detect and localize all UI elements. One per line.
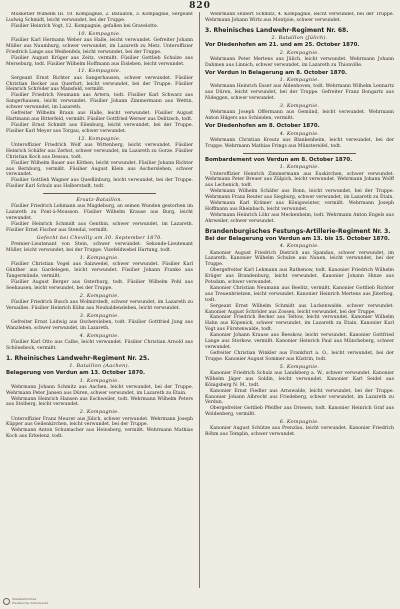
engagement-heading: Bombardement von Verdun am 8. October 1870. <box>205 156 353 163</box>
stamp-line: Staatsbibliothek <box>12 597 37 602</box>
company-heading: 3. Kompagnie. <box>279 103 320 110</box>
company-heading: Ersatz-Bataillon. <box>76 197 123 204</box>
casualty-paragraph: Füsilier Heinrich Schmidt aus Genthin, schwer verwundet, im Lazareth. Füsilier Ernst Fischer aus Stendal, vermißt. <box>6 222 193 233</box>
casualty-paragraph: Füsilier Karl Hermann Weber aus Halle, leicht verwundet. Gefreiter Johann Müller aus Naumburg, schwer verwundet, im Lazareth zu Metz. Unteroffizier Friedrich Lange aus Weißenfels, leicht verwundet, bei der Truppe. <box>6 37 193 55</box>
casualty-paragraph: Füsilier Gottlieb Wagner aus Quedlinburg, leicht verwundet, bei der Truppe. Füsilier Karl Schulz aus Halberstadt, todt. <box>6 178 193 190</box>
casualty-paragraph: Füsilier Christian Vogel aus Salzwedel, schwer verwundet. Füsilier Karl Günther aus Gardelegen, leicht verwundet. Füsilier Johann Franke aus Tangermünde, vermißt. <box>6 262 193 279</box>
casualty-paragraph: Obergefreiter Karl Lehmann aus Rathenow, todt. Kanonier Friedrich Wilhelm Krüger aus Brandenburg, leicht verwundet. Kanonier Johann Hinze aus Potsdam, schwer verwundet. <box>205 268 394 286</box>
casualty-paragraph: Kanonier Christian Neumann aus Beelitz, vermißt. Kanonier Gottlieb Richter aus Treuenbrietzen, leicht verwundet. Kanonier Heinrich Mertens aus Jüterbog, todt. <box>205 285 394 303</box>
casualty-paragraph: Füsilier Friedrich Neumann aus Artern, todt. Füsilier Karl Schwarz aus Sangerhausen, leicht verwundet. Füsilier Johann Zimmermann aus Wettin, schwer verwundet, im Lazareth. <box>6 93 193 111</box>
left-column <box>6 12 193 590</box>
casualty-paragraph: Unteroffizier Friedrich Wolf aus Wittenberg, leicht verwundet. Füsilier Heinrich Schäfer aus Zerbst, schwer verwundet, im Lazareth zu Gorze. Füsilier Christian Koch aus Dessau, todt. <box>6 142 193 160</box>
company-heading: 2. Bataillon (Jülich). <box>271 34 328 41</box>
company-heading: 11. Kompagnie. <box>78 68 121 75</box>
section-divider <box>243 153 356 154</box>
company-heading: 4. Kompagnie. <box>279 130 320 137</box>
company-heading: 2. Kompagnie. <box>79 409 120 416</box>
casualty-paragraph: Unteroffizier Franz Meurer aus Jülich, schwer verwundet. Wehrmann Joseph Küpper aus Geilenkirchen, leicht verwundet, bei der Truppe. <box>6 416 193 428</box>
company-heading: 6. Kompagnie. <box>279 419 320 426</box>
casualty-paragraph: Wehrmann Anton Schumacher aus Heinsberg, vermißt. Wehrmann Mathias Koch aus Erkelenz, todt. <box>6 428 193 440</box>
casualty-paragraph: Wehrmann Heinrich Hansen aus Eschweiler, todt. Wehrmann Wilhelm Peters aus Stolberg, leicht verwundet. <box>6 396 193 408</box>
casualty-paragraph: Füsilier Wilhelm Bauer aus Köthen, leicht verwundet. Füsilier Johann Richter aus Bernburg, vermißt. Füsilier August Klein aus Aschersleben, schwer verwundet. <box>6 160 193 178</box>
engagement-heading: Bei der Belagerung von Verdun am 13. bis 15. October 1870. <box>205 235 390 242</box>
company-heading: 1. Bataillon (Aachen). <box>69 362 130 369</box>
company-heading: 1. Kompagnie. <box>79 254 120 261</box>
column-divider <box>199 12 200 588</box>
regiment-heading: 1. Rheinisches Landwehr-Regiment Nr. 25. <box>6 354 150 362</box>
company-heading: Gefecht bei Chevilly am 30. September 1870. <box>36 234 163 241</box>
engagement-heading: Belagerung von Verdun am 13. October 1870. <box>6 369 146 376</box>
casualty-paragraph: Wehrmann Christian Kreutz aus Blankenheim, leicht verwundet, bei der Truppe. Wehrmann Mathias Frings aus Münstereifel, todt. <box>205 137 394 149</box>
company-heading: 3. Kompagnie. <box>79 312 120 319</box>
casualty-paragraph: Premier-Lieutenant von Stein, schwer verwundet. Sekonde-Lieutenant Müller, leicht verwundet, bei der Truppe. Vizefeldwebel Hartung, todt. <box>6 242 193 254</box>
stamp-text <box>12 598 48 605</box>
company-heading: 2. Kompagnie. <box>79 292 120 299</box>
company-heading: 4. Kompagnie. <box>279 243 320 250</box>
regiment-heading: 3. Rheinisches Landwehr-Regiment Nr. 68. <box>205 26 349 34</box>
casualty-paragraph: Wehrmann Wilhelm Schäfer aus Bonn, leicht verwundet, bei der Truppe. Wehrmann Franz Reuter aus Siegburg, schwer verwundet, im Lazareth zu Étain. <box>205 189 394 201</box>
company-heading: 1. Kompagnie. <box>79 377 120 384</box>
casualty-paragraph: Füsilier Heinrich Vogt, 12. Kompagnie, gefallen bei Gravelotte. <box>11 23 159 29</box>
engagement-heading: Vor Diedenhofen am 21. und am 25. October 1870. <box>205 42 360 49</box>
company-heading: 1. Kompagnie. <box>279 164 320 171</box>
stamp-line: Preußischer Kulturbesitz <box>12 600 49 605</box>
casualty-paragraph: Wehrmann Joseph Offermann aus Gemünd, leicht verwundet. Wehrmann Anton Hilgers aus Schleiden, vermißt. <box>205 110 394 122</box>
right-column <box>205 12 394 590</box>
section-divider <box>43 193 155 194</box>
casualty-paragraph: Kanonier Ernst Fiedler aus Arnswalde, leicht verwundet, bei der Truppe. Kanonier Johann Albrecht aus Friedeberg, schwer verwundet, im Lazareth zu Verdun. <box>205 388 394 406</box>
casualty-paragraph: Wehrmann Heinrich Esser aus Aldenhoven, todt. Wehrmann Wilhelm Lennartz aus Düren, leicht verwundet, bei der Truppe. Gefreiter Franz Bongartz aus Nideggen, schwer verwundet. <box>205 84 394 102</box>
casualty-paragraph: Sergeant Ernst Wilhelm Schmidt aus Luckenwalde, schwer verwundet. Kanonier August Schröder aus Zossen, leicht verwundet, bei der Truppe. <box>205 303 394 315</box>
casualty-paragraph: Füsilier Friedrich Lehmann aus Magdeburg, an seinen Wunden gestorben im Lazareth zu Pont-à-Mousson. Füsilier Wilhelm Krause aus Burg, leicht verwundet. <box>6 204 193 222</box>
casualty-paragraph: Kanonier August Friedrich Dietrich aus Spandau, schwer verwundet, im Lazareth. Kanonier Wilhelm Schulze aus Nauen, leicht verwundet, bei der Truppe. <box>205 250 394 268</box>
casualty-paragraph: Kanonier August Schütze aus Prenzlau, leicht verwundet. Kanonier Friedrich Böhm aus Templin, schwer verwundet. <box>205 426 394 438</box>
engagement-heading: Vor Diedenhofen am 8. October 1870. <box>205 123 320 130</box>
company-heading: 1. Kompagnie. <box>279 77 320 84</box>
engagement-heading: Vor Verdun in Belagerung am 8. October 1870. <box>205 69 348 76</box>
casualty-paragraph: Sergeant Ernst Richter aus Sangerhausen, schwer verwundet. Füsilier Christian Becker aus Querfurt, leicht verwundet, bei der Truppe. Füsilier Heinrich Schröder aus Mansfeld, vermißt. <box>6 75 193 93</box>
casualty-paragraph: Gefreiter Ernst Ludwig aus Oschersleben, todt. Füsilier Gottfried Jung aus Wanzleben, schwer verwundet, im Lazareth. <box>6 319 193 331</box>
casualty-paragraph: Kanonier Friedrich Becker aus Teltow, leicht verwundet. Kanonier Wilhelm Hahn aus Köpenick, schwer verwundet, im Lazareth zu Étain. Kanonier Karl Vogt aus Fürstenwalde, todt. <box>205 315 394 333</box>
casualty-paragraph: Füsilier Karl Otto aus Calbe, leicht verwundet. Füsilier Christian Arnold aus Schönebeck, vermißt. <box>6 339 193 351</box>
casualty-paragraph: Wehrmann Johann Schmitz aus Aachen, leicht verwundet, bei der Truppe. Wehrmann Peter Jansen aus Düren, schwer verwundet, im Lazareth zu Étain. <box>6 384 193 396</box>
casualty-paragraph: Füsilier Ernst Schmitt aus Eilenburg, leicht verwundet, bei der Truppe. Füsilier Karl Meyer aus Torgau, schwer verwundet. <box>6 122 193 134</box>
casualty-paragraph: Wehrmann Peter Mertens aus Jülich, leicht verwundet. Wehrmann Johann Dahmen aus Linnich, schwer verwundet, im Lazareth zu Thionville. <box>205 56 394 68</box>
casualty-paragraph: Wehrmann Hubert Schmitz, 4. Kompagnie, leicht verwundet, bei der Truppe. Wehrmann Johann Wirtz aus Montjoie, schwer verwundet. <box>205 12 394 23</box>
casualty-paragraph: Füsilier August Berger aus Osterburg, todt. Füsilier Wilhelm Pohl aus Seehausen, leicht verwundet, bei der Truppe. <box>6 279 193 291</box>
library-stamp <box>3 597 61 606</box>
casualty-paragraph: Wehrmann Heinrich Löhr aus Meckenheim, todt. Wehrmann Anton Engels aus Ahrweiler, schwer verwundet. <box>205 212 394 224</box>
company-heading: 5. Kompagnie. <box>279 363 320 370</box>
company-heading: 4. Kompagnie. <box>79 332 120 339</box>
company-heading: 10. Kompagnie. <box>78 30 121 37</box>
casualty-paragraph: Unteroffizier Heinrich Zimmermann aus Euskirchen, schwer verwundet. Wehrmann Peter Breuer aus Zülpich, leicht verwundet. Wehrmann Johann Wolff aus Lechenich, todt. <box>205 171 394 189</box>
casualty-paragraph: Kanonier Friedrich Schulz aus Landsberg a. W., schwer verwundet. Kanonier Wilhelm Jäger aus Soldin, leicht verwundet. Kanonier Karl Seidel aus Königsberg N. M., todt. <box>205 370 394 388</box>
casualty-paragraph: Obergefreiter Gottlieb Pfeiffer aus Driesen, todt. Kanonier Heinrich Graf aus Woldenberg, vermißt. <box>205 406 394 418</box>
page-number: 820 <box>189 1 211 11</box>
company-heading: 12. Kompagnie. <box>78 135 121 142</box>
casualty-paragraph: Füsilier Friedrich Busch aus Wolmirstedt, schwer verwundet, im Lazareth zu Versailles. Füsilier Heinrich Kühn aus Neuhaldensleben, leicht verwundet. <box>6 299 193 311</box>
regiment-heading: Brandenburgisches Festungs-Artillerie-Regiment Nr. 3. <box>205 227 391 235</box>
casualty-paragraph: Füsilier August Krüger aus Zeitz, vermißt. Füsilier Gottlieb Schulze aus Merseburg, todt. Füsilier Wilhelm Hoffmann aus Eisleben, leicht verwundet. <box>6 55 193 67</box>
casualty-paragraph: Wehrmann Karl Krämer aus Königswinter, vermißt. Wehrmann Joseph Hoffmann aus Rheinbach, leicht verwundet. <box>205 201 394 212</box>
casualty-paragraph: Kanonier Johann Krause aus Beeskow, leicht verwundet. Kanonier Gottfried Lange aus Storkow, vermißt. Kanonier Heinrich Paul aus Müncheberg, schwer verwundet. <box>205 333 394 351</box>
seal-icon <box>3 598 10 605</box>
casualty-paragraph: Gefreiter Wilhelm Braun aus Halle, leicht verwundet. Füsilier August Hartmann aus Bitterfeld, vermißt. Füsilier Gottfried Werner aus Delitzsch, todt. <box>6 111 193 122</box>
company-heading: 2. Kompagnie. <box>279 49 320 56</box>
casualty-paragraph: Musketier Wilhelm III. 10. Kompagnie, 2. Bataillon, 3. Kompagnie, Sergeant Ludwig Schmidt, leicht verwundet, bei der Truppe. <box>6 12 193 23</box>
casualty-paragraph: Gefreiter Christian Winkler aus Frankfurt a. O., leicht verwundet, bei der Truppe. Kanonier August Sommer aus Küstrin, todt. <box>205 350 394 362</box>
